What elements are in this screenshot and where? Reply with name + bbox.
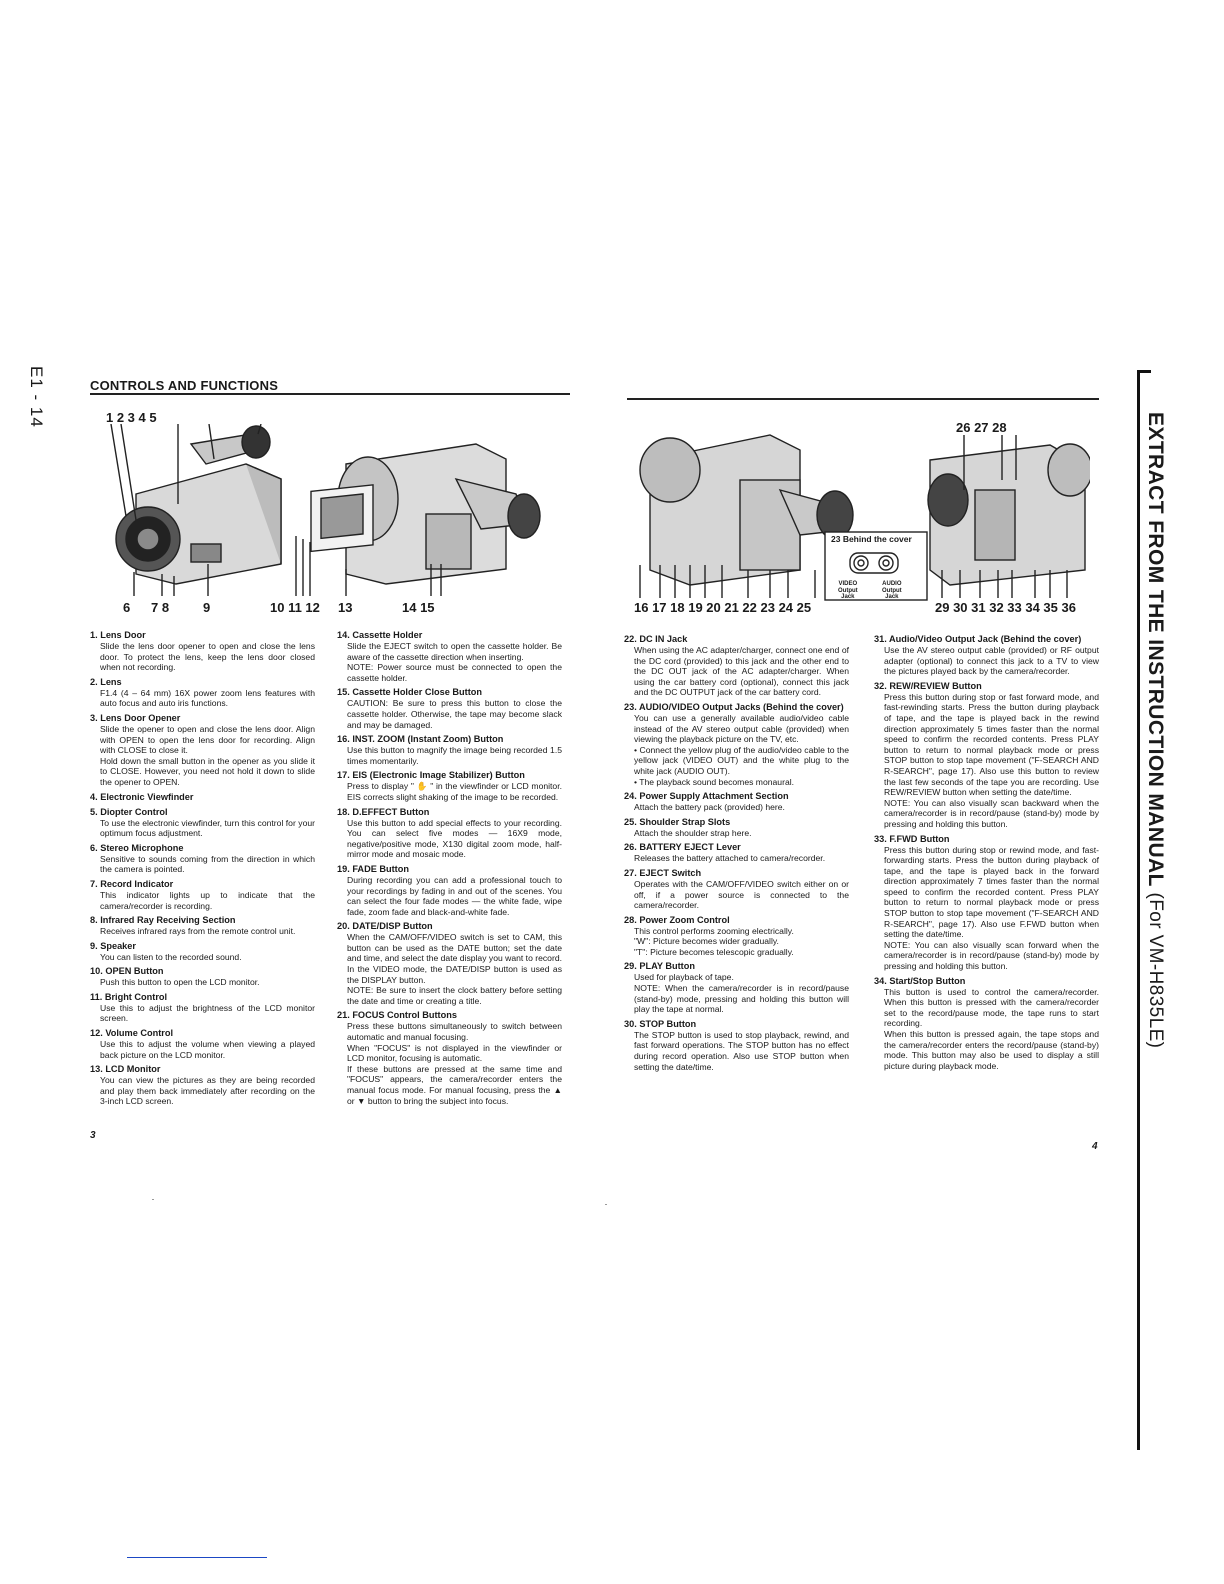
control-item [624, 868, 849, 911]
control-item-title: 23. AUDIO/VIDEO Output Jacks (Behind the cover) [624, 701, 844, 712]
control-item-title: 8. Infrared Ray Receiving Section [90, 915, 236, 926]
control-item-title: 18. D.EFFECT Button [337, 806, 430, 817]
fig-right-bottom-numbers-b: 29 30 31 32 33 34 35 36 [935, 600, 1076, 615]
control-item [90, 941, 315, 963]
scan-speck [152, 1199, 154, 1200]
control-item-title: 32. REW/REVIEW Button [874, 680, 982, 691]
fig-left-num-7-8: 7 8 [151, 600, 170, 615]
control-item-body: Sensitive to sounds coming from the direction in which the camera is pointed. [100, 853, 315, 875]
control-item-title: 12. Volume Control [90, 1028, 174, 1039]
page-heading: CONTROLS AND FUNCTIONS [90, 378, 279, 393]
control-item-title: 28. Power Zoom Control [624, 914, 730, 925]
control-item-body: Releases the battery attached to camera/recorder. [634, 853, 826, 864]
fig-left-num-13: 13 [338, 600, 353, 615]
control-item-title: 21. FOCUS Control Buttons [337, 1010, 457, 1021]
fig-left-top-numbers: 1 2 3 4 5 [106, 410, 157, 425]
banner-main: EXTRACT FROM THE INSTRUCTION MANUAL [1144, 412, 1167, 887]
control-item-body: Press this button during stop or rewind mode, and fast-forwarding starts. Press the button during playback of tape, and the tape is played back in the forward direction approximately 7 times faster than the normal speed to confirm the recorded content. Press PLAY button to return to normal playback mode or press STOP button to stop tape movement ("F-SEARCH AND R-SEARCH", page 17). Also use F.FWD button when setting the date/time. NOTE: You can also visually scan forward when the camera/recorder is in record/pause (stand-by) mode by pressing and holding this button. [884, 844, 1099, 972]
fig-left-num-14-15: 14 15 [402, 600, 435, 615]
control-item [90, 966, 315, 988]
control-item-body: Use this button to add special effects to your recording. You can select five modes — 16X9 mode, negative/positive mode, X130 digital zoom mode, half-mirror mode and mosaic mode. [347, 817, 562, 860]
control-item-body: Use this to adjust the brightness of the LCD monitor screen. [100, 1002, 315, 1024]
control-item [624, 634, 849, 698]
control-item-title: 13. LCD Monitor [90, 1064, 161, 1075]
control-item-body: When the CAM/OFF/VIDEO switch is set to CAM, this button can be used as the DATE button; set the date and time, and select the date display you want to record. In the VIDEO mode, the DATE/DISP button is used as the DISPLAY button. NOTE: Be sure to insert the clock battery before setting the date and time or creating a title. [347, 932, 562, 1006]
page-number-right: 4 [1092, 1141, 1098, 1152]
bottom-scan-line [127, 1557, 267, 1558]
control-item-body: Use the AV stereo output cable (provided) or RF output adapter (optional) to connect this jack to a TV to view the pictures played back by the camera/recorder. [884, 645, 1099, 677]
control-item [624, 791, 849, 813]
control-item-title: 25. Shoulder Strap Slots [624, 816, 731, 827]
control-item-title: 26. BATTERY EJECT Lever [624, 842, 741, 853]
control-item-body: Use this to adjust the volume when viewing a played back picture on the LCD monitor. [100, 1039, 315, 1060]
control-item-title: 10. OPEN Button [90, 966, 164, 977]
control-item [90, 792, 315, 803]
control-item [90, 879, 315, 911]
control-item-title: 20. DATE/DISP Button [337, 921, 433, 932]
control-item-title: 27. EJECT Switch [624, 867, 702, 878]
control-item [337, 1010, 562, 1106]
control-item-title: 4. Electronic Viewfinder [90, 791, 194, 802]
banner-bar [1137, 370, 1140, 1450]
fig-left-num-9: 9 [203, 600, 211, 615]
text-column-1 [90, 630, 315, 1111]
fig-left-num-10-12: 10 11 12 [270, 600, 320, 615]
control-item-title: 34. Start/Stop Button [874, 975, 966, 986]
control-item-title: 7. Record Indicator [90, 878, 174, 889]
control-item-title: 29. PLAY Button [624, 961, 695, 972]
control-item-body: During recording you can add a professional touch to your recordings by fading in and out of the scenes. You can select the four fade modes — the white fade, wipe fade, zoom fade and black-and-white fade. [347, 874, 562, 917]
control-item [874, 834, 1099, 972]
text-column-3 [624, 634, 849, 1076]
control-item [337, 770, 562, 802]
control-item-title: 6. Stereo Microphone [90, 842, 184, 853]
control-item [624, 1019, 849, 1072]
control-item-title: 22. DC IN Jack [624, 634, 688, 644]
control-item-body: Slide the lens door opener to open and close the lens door. To protect the lens, keep the lens door closed when not recording. [100, 641, 315, 673]
control-item-title: 9. Speaker [90, 940, 136, 951]
control-item-body: Press this button during stop or fast forward mode, and fast-rewinding starts. Press the button during playback of tape, and the tape is played back in the rewind direction approximately 5 times faster than the normal speed to confirm the recorded contents. Press PLAY button to return to normal playback mode or press STOP button to stop tape movement ("F-SEARCH AND R-SEARCH", page 17). Also use this button to review the last few seconds of the tape you are recording. Use REW/REVIEW button when setting the date/time. NOTE: You can also visually scan backward when the camera/recorder is in record/pause (stand-by) mode by pressing and holding this button. [884, 691, 1099, 829]
banner-sub: (For VM-H835LE) [1145, 886, 1166, 1049]
text-column-4 [874, 634, 1099, 1075]
control-item-title: 11. Bright Control [90, 991, 168, 1002]
side-banner [1143, 412, 1167, 1048]
control-item-body: Press to display " ✋ " in the viewfinder or LCD monitor. EIS corrects slight shaking of the image to be recorded. [347, 781, 562, 802]
control-item [624, 817, 849, 839]
control-item-body: Attach the shoulder strap here. [634, 827, 752, 838]
control-item-body: The STOP button is used to stop playback, rewind, and fast forward operations. The STOP button has no effect during record operation. Also use STOP button when setting the date/time. [634, 1029, 849, 1072]
control-item [90, 677, 315, 709]
camcorder-rear-illustration [630, 420, 1090, 602]
control-item [90, 713, 315, 788]
control-item-body: To use the electronic viewfinder, turn this control for your optimum focus adjustment. [100, 817, 315, 839]
control-item-body: This indicator lights up to indicate that the camera/recorder is recording. [100, 889, 315, 911]
control-item [90, 1028, 315, 1060]
control-item-title: 31. Audio/Video Output Jack (Behind the cover) [874, 634, 1082, 644]
control-item-body: You can use a generally available audio/video cable instead of the AV stereo output cable (provided) when viewing the playback picture on the TV, etc. • Connect the yellow plug of the audio/video cable to the yellow jack (VIDEO OUT) and the white plug to the white jack (AUDIO OUT). • The playback sound becomes monaural. [634, 712, 849, 787]
control-item [874, 634, 1099, 677]
inset-video-label: VIDEO Output Jack [838, 581, 858, 600]
control-item [337, 734, 562, 766]
inset-title: 23 Behind the cover [831, 534, 912, 544]
control-item-title: 30. STOP Button [624, 1018, 697, 1029]
control-item [874, 976, 1099, 1072]
control-item-title: 14. Cassette Holder [337, 630, 423, 640]
control-item-title: 1. Lens Door [90, 630, 146, 640]
control-item [624, 915, 849, 958]
control-item-title: 2. Lens [90, 676, 122, 687]
control-item [337, 864, 562, 917]
control-item-body: This control performs zooming electrically. "W": Picture becomes wider gradually. "T": Picture becomes telescopic gradually. [634, 925, 794, 957]
control-item [90, 992, 315, 1024]
fig-right-top-numbers: 26 27 28 [956, 420, 1007, 435]
heading-rule [90, 393, 570, 395]
control-item [90, 915, 315, 937]
control-item-title: 33. F.FWD Button [874, 833, 950, 844]
fig-right-bottom-numbers-a: 16 17 18 19 20 21 22 23 24 25 [634, 600, 812, 615]
margin-page-label: E1 - 14 [27, 366, 46, 428]
control-item-body: This button is used to control the camera/recorder. When this button is pressed with the camera/recorder set to the record/pause mode, the tape runs to start recording. When this button is pressed again, the tape stops and the camera/recorder enters the record/pause (stand-by) mode. This button may also be used to display a still picture during playback mode. [884, 986, 1099, 1071]
control-item [90, 807, 315, 839]
control-item-body: You can view the pictures as they are being recorded and play them back immediately after recording on the 3-inch LCD screen. [100, 1075, 315, 1107]
inset-audio-label: AUDIO Output Jack [882, 581, 902, 600]
control-item-body: Attach the battery pack (provided) here. [634, 802, 785, 813]
control-item-body: Use this button to magnify the image being recorded 1.5 times momentarily. [347, 745, 562, 766]
control-item-title: 16. INST. ZOOM (Instant Zoom) Button [337, 734, 504, 745]
control-item [90, 1064, 315, 1107]
control-item-title: 5. Diopter Control [90, 806, 168, 817]
control-item-title: 19. FADE Button [337, 863, 409, 874]
control-item [90, 630, 315, 673]
control-item-body: Receives infrared rays from the remote control unit. [100, 926, 296, 937]
control-item [90, 843, 315, 875]
control-item-body: F1.4 (4 – 64 mm) 16X power zoom lens features with auto focus and auto iris functions. [100, 687, 315, 709]
control-item [337, 921, 562, 1006]
control-item [624, 961, 849, 1014]
control-item [337, 687, 562, 730]
control-item [874, 681, 1099, 830]
control-item-body: Slide the opener to open and close the lens door. Align with OPEN to open the lens door for recording. Align with CLOSE to close it. Hold down the small button in the opener as you slide it to CLOSE. However, you need not hold it down to slide the opener to OPEN. [100, 723, 315, 787]
control-item-body: Slide the EJECT switch to open the cassette holder. Be aware of the cassette direction when inserting. NOTE: Power source must be connected to open the cassette holder. [347, 641, 562, 683]
control-item [337, 630, 562, 683]
control-item-body: When using the AC adapter/charger, connect one end of the DC cord (provided) to this jack and the other end to the DC OUT jack of the AC adapter/charger. When using the car battery cord (optional), connect this jack and the DC OUTPUT jack of the car battery cord. [634, 645, 849, 698]
control-item-body: CAUTION: Be sure to press this button to close the cassette holder. Otherwise, the tape may become slack and may be damaged. [347, 698, 562, 730]
control-item-body: Push this button to open the LCD monitor. [100, 977, 260, 988]
control-item-body: Used for playback of tape. NOTE: When the camera/recorder is in record/pause (stand-by) mode, pressing and holding this button will play the tape at normal. [634, 972, 849, 1015]
fig-left-num-6: 6 [123, 600, 131, 615]
control-item-body: Press these buttons simultaneously to switch between automatic and manual focusing. When "FOCUS" is not displayed in the viewfinder or LCD monitor, focusing is automatic. If these buttons are pressed at the same time and "FOCUS" appears, the camera/recorder enters the manual focus mode. For manual focusing, press the ▲ or ▼ button to bring the subject into focus. [347, 1021, 562, 1106]
control-item-body: You can listen to the recorded sound. [100, 951, 242, 962]
control-item [337, 807, 562, 860]
page-number-left: 3 [90, 1130, 96, 1141]
right-header-rule [627, 398, 1099, 400]
text-column-2 [337, 630, 562, 1110]
control-item-title: 15. Cassette Holder Close Button [337, 687, 482, 698]
control-item-body: Operates with the CAM/OFF/VIDEO switch either on or off, if a power source is connected to the camera/recorder. [634, 878, 849, 911]
banner-tab [1137, 370, 1151, 373]
control-item-title: 17. EIS (Electronic Image Stabilizer) Button [337, 770, 525, 781]
control-item-title: 3. Lens Door Opener [90, 712, 181, 723]
control-item [624, 702, 849, 787]
scan-speck [605, 1204, 607, 1205]
control-item-title: 24. Power Supply Attachment Section [624, 791, 789, 802]
control-item [624, 842, 849, 864]
camcorder-front-illustration [96, 424, 576, 604]
